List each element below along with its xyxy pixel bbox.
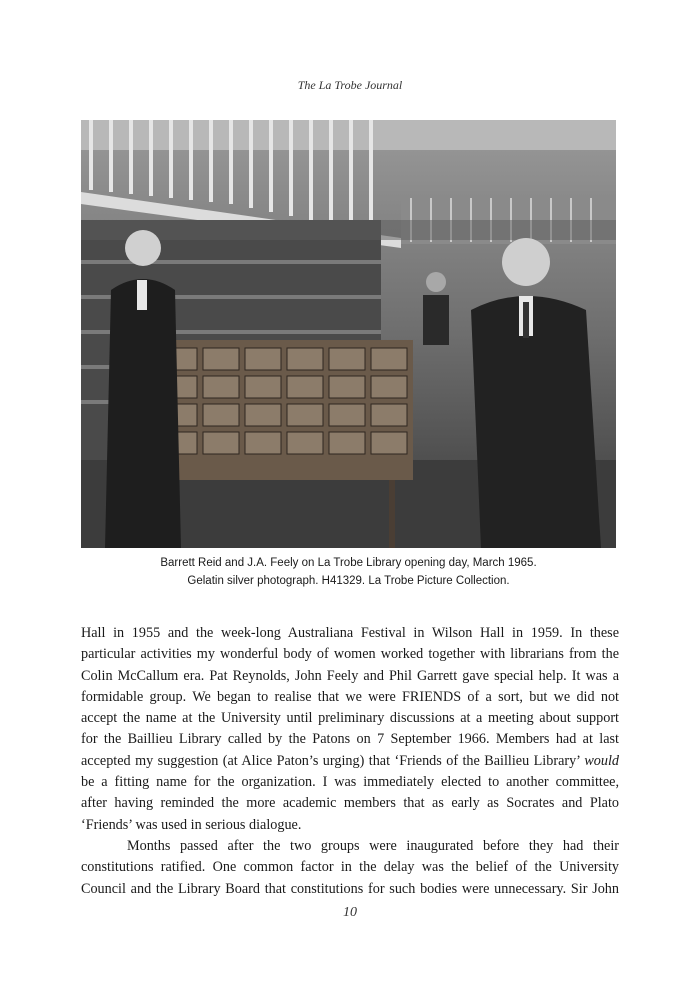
body-text bbox=[81, 623, 619, 900]
body-line: formidable group. We began to realise that we were FRIENDS of a sort, but we did not bbox=[81, 688, 619, 705]
body-line: Council and the Library Board that constitutions for such bodies were unnecessary. Sir John bbox=[81, 880, 619, 897]
caption-line-1: Barrett Reid and J.A. Feely on La Trobe Library opening day, March 1965. bbox=[160, 557, 537, 569]
body-line: Hall in 1955 and the week-long Australiana Festival in Wilson Hall in 1959. In these bbox=[81, 625, 619, 641]
caption-line-2: Gelatin silver photograph. H41329. La Trobe Picture Collection. bbox=[187, 575, 510, 587]
body-line: for the Baillieu Library called by the Patons on 7 September 1966. Members had at last bbox=[81, 731, 619, 748]
library-opening-photo bbox=[81, 120, 616, 548]
photo-caption bbox=[81, 554, 616, 590]
body-line: particular activities my wonderful body of women worked together with librarians from the bbox=[81, 646, 619, 663]
page-number: 10 bbox=[343, 905, 357, 920]
body-line: be a fitting name for the organization. I was immediately elected to another committee, bbox=[81, 774, 619, 791]
running-head: The La Trobe Journal bbox=[297, 78, 403, 92]
body-line: ‘Friends’ was used in serious dialogue. bbox=[81, 816, 302, 833]
body-line: constitutions ratified. One common factor in the delay was the belief of the University bbox=[81, 859, 619, 876]
body-line: accepted my suggestion (at Alice Paton’s urging) that ‘Friends of the Baillieu Library’ would bbox=[81, 752, 619, 769]
body-line: Months passed after the two groups were inaugurated before they had their bbox=[127, 837, 619, 854]
body-line: after having reminded the more academic members that as early as Socrates and Plato bbox=[81, 795, 619, 812]
body-line: accept the name at the University until preliminary discussions at a meeting about support bbox=[81, 710, 619, 727]
body-line: Colin McCallum era. Pat Reynolds, John Feely and Phil Garrett gave special help. It was a bbox=[81, 667, 619, 684]
italic-word: would bbox=[584, 752, 619, 769]
